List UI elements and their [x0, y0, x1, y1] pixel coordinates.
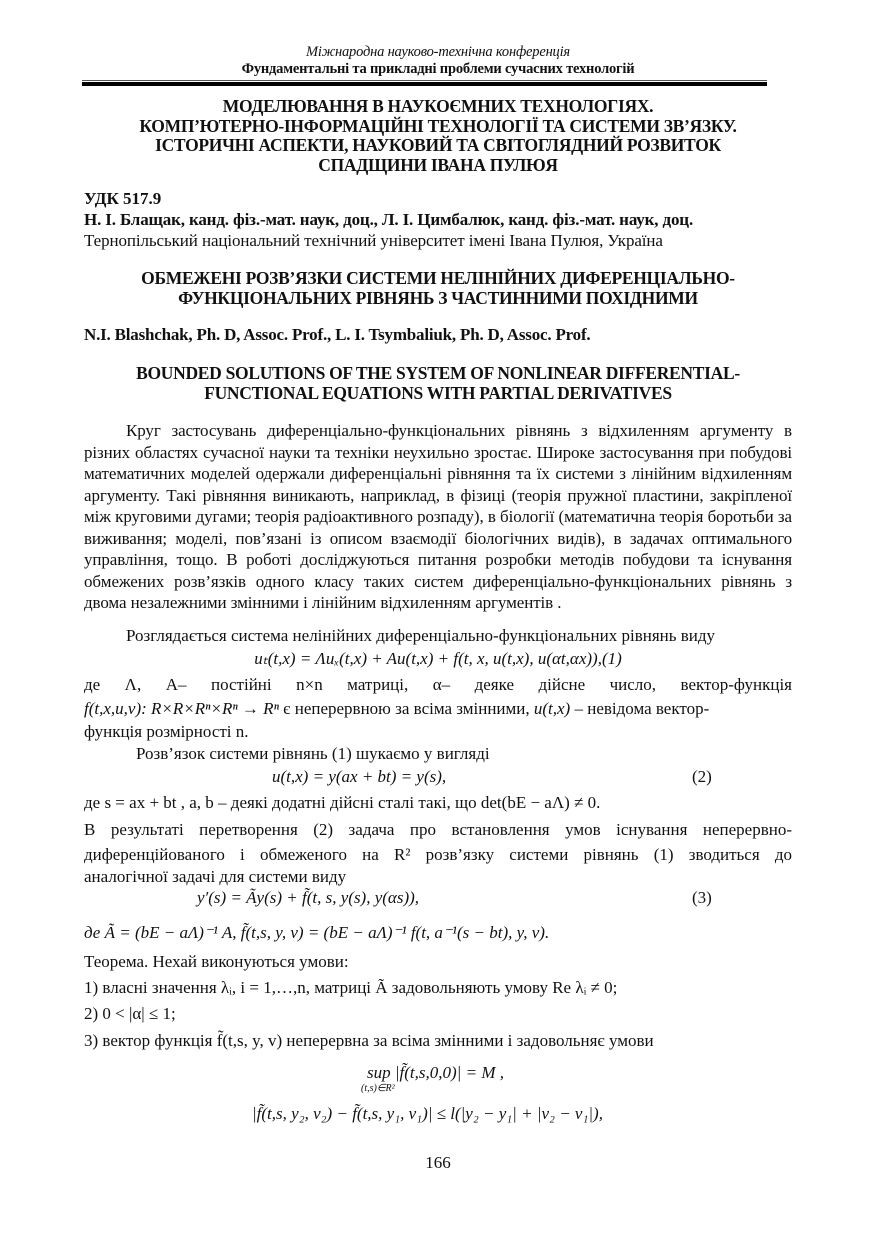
equation-2: u(t,x) = y(ax + bt) = y(s),: [272, 767, 447, 786]
where-1-line-1: де Λ, A– постійні n×n матриці, α– деяке дійсне число, вектор-функція: [84, 675, 792, 694]
equation-2-number: (2): [692, 767, 712, 786]
condition-2: 2) 0 < |α| ≤ 1;: [84, 1004, 176, 1023]
where-1-line-3: функція розмірності n.: [84, 722, 249, 741]
title-ua-line: ФУНКЦІОНАЛЬНИХ РІВНЯНЬ З ЧАСТИННИМИ ПОХІДНИМИ: [178, 288, 698, 308]
udk-code: УДК 517.9: [84, 189, 162, 208]
title-en-line: BOUNDED SOLUTIONS OF THE SYSTEM OF NONLINEAR DIFFERENTIAL-: [136, 363, 740, 383]
equation-sup-subscript: (t,s)∈R²: [361, 1083, 395, 1094]
condition-1: 1) власні значення λᵢ, i = 1,…,n, матриці Ã задовольняють умову Re λᵢ ≠ 0;: [84, 978, 618, 997]
running-header-conference: Міжнародна науково-технічна конференція: [306, 44, 570, 60]
section-title-line: ІСТОРИЧНІ АСПЕКТИ, НАУКОВИЙ ТА СВІТОГЛЯДНИЙ РОЗВИТОК: [155, 135, 721, 155]
unknown-function-math: u(t,x): [533, 699, 571, 718]
condition-3: 3) вектор функція f̃(t,s, y, v) неперервна за всіма змінними і задовольняє умови: [84, 1031, 654, 1050]
where-1-text-end: – невідома вектор-: [570, 699, 710, 718]
equation-lipschitz: |f̃(t,s, y₂, v₂) − f̃(t,s, y₁, v₁)| ≤ l(|y₂ − y₁| + |v₂ − v₁|),: [252, 1104, 603, 1123]
where-3: де Ã = (bE − aΛ)⁻¹ A, f̃(t,s, y, v) = (bE − aΛ)⁻¹ f(t, a⁻¹(s − bt), y, v).: [84, 923, 550, 942]
transform-line-2: диференційованого і обмеженого на R² розв’язку системи рівнянь (1) зводиться до: [84, 845, 792, 864]
authors-ua: Н. І. Блащак, канд. фіз.-мат. наук, доц., Л. І. Цимбалюк, канд. фіз.-мат. наук, доц.: [84, 210, 694, 229]
where-1-line-2: [84, 699, 709, 719]
affiliation: Тернопільський національний технічний університет імені Івана Пулюя, Україна: [84, 231, 663, 250]
transform-line-1: В результаті перетворення (2) задача про встановлення умов існування неперервно-: [84, 820, 792, 839]
equation-sup-body: sup |f̃(t,s,0,0)| = M ,: [367, 1063, 504, 1082]
system-intro: Розглядається система нелінійних диференціально-функціональних рівнянь виду: [126, 626, 716, 645]
equation-sup: [361, 1063, 504, 1094]
article-title-en: [84, 363, 792, 403]
title-en-line: FUNCTIONAL EQUATIONS WITH PARTIAL DERIVATIVES: [204, 383, 672, 403]
header-rule-thick: [82, 82, 767, 86]
equation-1: uₜ(t,x) = Λuₓ(t,x) + Au(t,x) + f(t, x, u(t,x), u(αt,αx)),(1): [254, 649, 622, 668]
where-1-text: є неперервною за всіма змінними,: [278, 699, 534, 718]
equation-3: y′(s) = Ãy(s) + f̃(t, s, y(s), y(αs)),: [197, 888, 420, 907]
intro-paragraph: Круг застосувань диференціально-функціональних рівнянь з відхиленням аргументу в різних областях сучасної науки та техніки неухильно зростає. Широке застосування при побудові математичних моделей одержали диференціальні рівняння та їх системи з лінійним відхиленням аргументу. Такі рівняння виникають, наприклад, в фізиці (теорія пружної пластини, закріпленої між круговими дугами; теорія радіоактивного розпаду), в біології (математична теорія боротьби за виживання; моделі, пов’язані із описом взаємодії біологічних видів), в задачах оптимального управління, тощо. В роботі досліджуються питання розробки методів побудови та існування обмежених розв’язків одного класу таких систем диференціально-функціональних рівнянь з двома незалежними змінними і лінійним відхиленням аргументів .: [84, 421, 792, 612]
article-title-ua: [84, 268, 792, 308]
theorem-statement: Теорема. Нехай виконуються умови:: [84, 952, 349, 971]
header-rule-thin: [82, 80, 767, 81]
section-title-line: КОМП’ЮТЕРНО-ІНФОРМАЦІЙНІ ТЕХНОЛОГІЇ ТА СИСТЕМИ ЗВ’ЯЗКУ.: [139, 115, 737, 136]
transform-line-3: аналогічної задачі для системи виду: [84, 867, 347, 886]
equation-3-number: (3): [692, 888, 712, 907]
solution-intro: Розв’язок системи рівнянь (1) шукаємо у вигляді: [136, 744, 490, 763]
authors-en: N.I. Blashchak, Ph. D, Assoc. Prof., L. I. Tsymbaliuk, Ph. D, Assoc. Prof.: [84, 325, 591, 344]
section-title: [84, 97, 792, 175]
title-ua-line: ОБМЕЖЕНІ РОЗВ’ЯЗКИ СИСТЕМИ НЕЛІНІЙНИХ ДИФЕРЕНЦІАЛЬНО-: [141, 268, 735, 288]
section-title-line: МОДЕЛЮВАННЯ В НАУКОЄМНИХ ТЕХНОЛОГІЯХ.: [222, 96, 654, 116]
function-signature-math: f(t,x,u,v): R×R×Rⁿ×Rⁿ → Rⁿ: [84, 699, 279, 718]
section-title-line: СПАДЩИНИ ІВАНА ПУЛЮЯ: [318, 154, 558, 175]
running-header-title: Фундаментальні та прикладні проблеми сучасних технологій: [241, 61, 635, 77]
page-number: 166: [425, 1153, 451, 1172]
where-2: де s = ax + bt , a, b – деякі додатні дійсні сталі такі, що det(bE − aΛ) ≠ 0.: [84, 793, 601, 812]
